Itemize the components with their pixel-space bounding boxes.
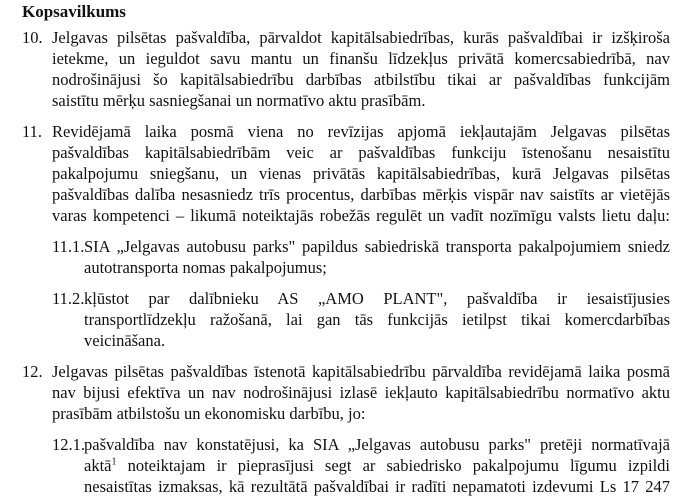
paragraph-number: 10. xyxy=(22,28,43,47)
paragraph-number: 11. xyxy=(22,122,43,141)
paragraph-number: 12.1. xyxy=(52,435,85,454)
text-line: kļūstot par dalībnieku AS „AMO PLANT", pašvaldība ir iesaistījusies xyxy=(84,289,670,308)
text-line: nesaistītas izmaksas, kā rezultātā pašvaldībai ir radīti nepamatoti izdevumi Ls 17 247 xyxy=(84,477,670,496)
text-line: pašvaldības dalība nesasniedz trīs procentus, darbības mērķis vispār nav saistīts ar vietējās xyxy=(52,185,670,204)
text-line: Jelgavas pilsētas pašvaldības īstenotā kapitālsabiedrību pārvaldība revidējamā laika posmā xyxy=(52,362,670,381)
paragraph-number: 11.1. xyxy=(52,237,85,256)
text-line: prasībām atbilstošu un ekonomisku darbību, jo: xyxy=(52,404,366,423)
text-line: Revidējamā laika posmā viena no revīzijas apjomā iekļautajām Jelgavas pilsētas xyxy=(52,122,670,141)
text-line: varas kompetenci – likumā noteiktajās robežās regulēt un vadīt nozīmīgu valsts lietu daļu: xyxy=(52,206,670,225)
section-heading: Kopsavilkums xyxy=(22,2,126,21)
text-line: pašvaldība nav konstatējusi, ka SIA „Jelgavas autobusu parks" pretēji normatīvajā xyxy=(84,435,670,454)
text-line: nav bijusi efektīva un nav nodrošinājusi izlasē iekļauto kapitālsabiedrību normatīvo aktu xyxy=(52,383,670,402)
text-line: autotransporta nomas pakalpojumus; xyxy=(84,258,327,277)
text-line: veicināšana. xyxy=(84,331,166,350)
paragraph-number: 12. xyxy=(22,362,43,381)
text-line: nodrošinājusi šo kapitālsabiedrību darbības atbilstību tikai ar pašvaldības funkcijām xyxy=(52,70,670,89)
text-line: Jelgavas pilsētas pašvaldība, pārvaldot kapitālsabiedrības, kurās pašvaldībai ir izšķiroša xyxy=(52,28,670,47)
paragraph-number: 11.2. xyxy=(52,289,85,308)
text-line: SIA „Jelgavas autobusu parks" papildus sabiedriskā transporta pakalpojumiem sniedz xyxy=(84,237,670,256)
text-line: ietekme, un ieguldot savu mantu un finanšu līdzekļus privātā komercsabiedrībā, nav xyxy=(52,49,670,68)
text-line: transportlīdzekļu ražošanā, lai gan tās funkcijās ietilpst tikai komercdarbības xyxy=(84,310,670,329)
text-line: pakalpojumu sniegšanu, un vienas privātās kapitālsabiedrības, kurā Jelgavas pilsētas xyxy=(52,164,670,183)
footnote-reference[interactable]: 1 xyxy=(111,456,117,468)
text-fragment: noteiktajam ir pieprasījusi segt ar sabiedrisko pakalpojumu līgumu izpildi xyxy=(116,456,670,475)
text-line: pašvaldības kapitālsabiedrībām veic ar pašvaldības funkciju īstenošanu nesaistītu xyxy=(52,143,670,162)
text-line: saistītu mērķu sasniegšanai un normatīvo aktu prasībām. xyxy=(52,91,426,110)
text-line xyxy=(84,455,670,476)
text-fragment: aktā xyxy=(84,456,112,475)
